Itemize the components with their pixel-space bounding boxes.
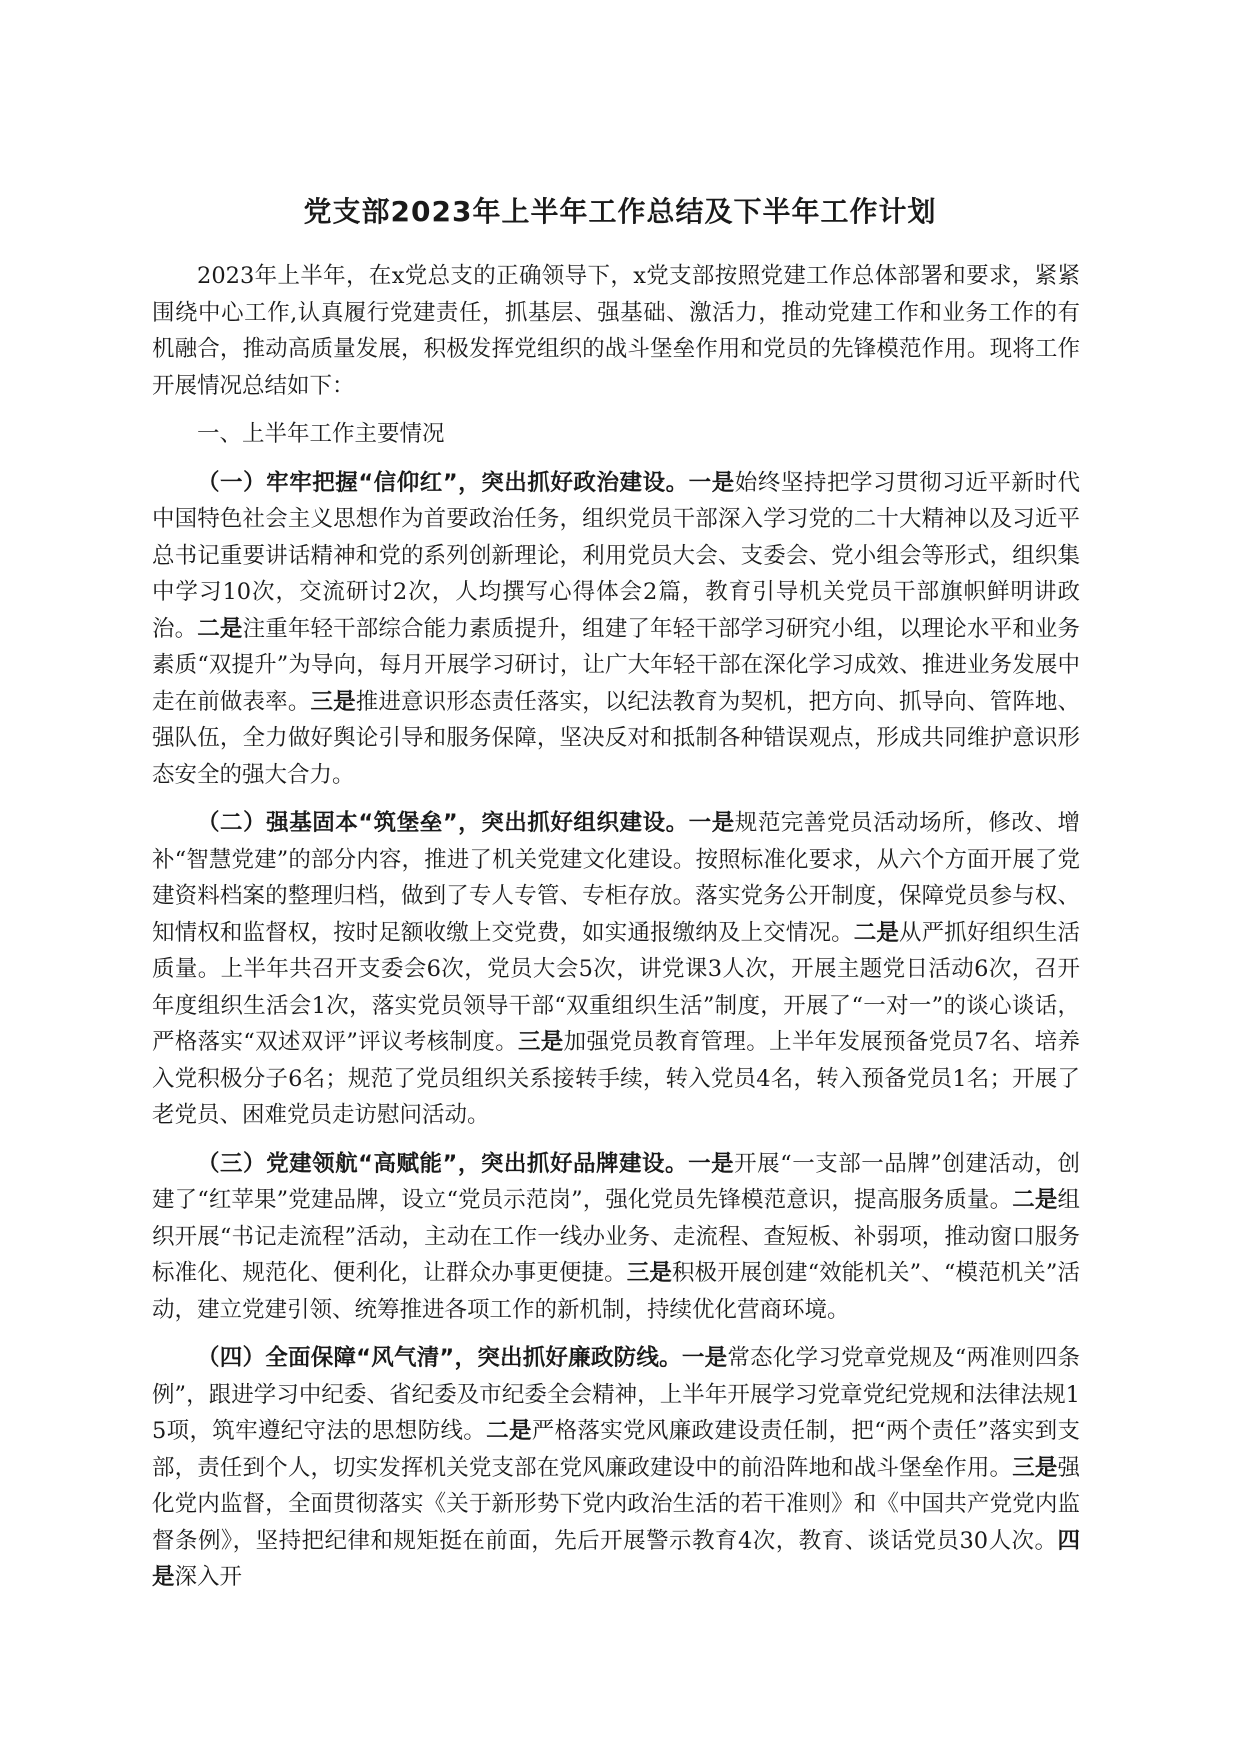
document-title: 党支部2023年上半年工作总结及下半年工作计划 [303, 195, 937, 228]
point-marker: 三是 [1012, 1454, 1058, 1481]
section-4-lead: （四）全面保障“风气清”，突出抓好廉政防线。 [197, 1345, 682, 1371]
section-1-lead: （一）牢牢把握“信仰红”，突出抓好政治建设。 [197, 469, 689, 496]
point-marker: 一是 [688, 1150, 735, 1177]
point-text: 积极开展创建“效能机关”、“模范机关”活动，建立党建引领、统筹推进各项工作的新机制，持续优化营商环境。 [152, 1260, 1080, 1323]
section-heading: 一、上半年工作主要情况 [197, 421, 445, 447]
point-marker: 四是 [152, 1527, 1080, 1590]
point-text: 开展“一支部一品牌”创建活动，创建了“红苹果”党建品牌，设立“党员示范岗”，强化党员先锋模范意识，提高服务质量。 [152, 1150, 1080, 1213]
section-3-paragraph [152, 1146, 1080, 1329]
point-marker: 二是 [853, 919, 900, 946]
point-marker: 二是 [1012, 1187, 1058, 1213]
section-1-paragraph [152, 465, 1080, 794]
point-text: 推进意识形态责任落实，以纪法教育为契机，把方向、抓导向、管阵地、强队伍，全力做好舆论引导和服务保障，坚决反对和抵制各种错误观点，形成共同维护意识形态安全的强大合力。 [152, 688, 1080, 788]
point-text: 加强党员教育管理。上半年发展预备党员7名、培养入党积极分子6名；规范了党员组织关系接转手续，转入党员4名，转入预备党员1名；开展了老党员、困难党员走访慰问活动。 [152, 1029, 1080, 1128]
point-text: 注重年轻干部综合能力素质提升，组建了年轻干部学习研究小组，以理论水平和业务素质“双提升”为导向，每月开展学习研讨，让广大年轻干部在深化学习成效、推进业务发展中走在前做表率。 [152, 615, 1080, 715]
point-text: 规范完善党员活动场所，修改、增补“智慧党建”的部分内容，推进了机关党建文化建设。按照标准化要求，从六个方面开展了党建资料档案的整理归档，做到了专人专管、专柜存放。落实党务公开制度，保障党员参与权、知情权和监督权，按时足额收缴上交党费，如实通报缴纳及上交情况。 [152, 810, 1080, 946]
point-text: 严格落实党风廉政建设责任制，把“两个责任”落实到支部，责任到个人，切实发挥机关党支部在党风廉政建设中的前沿阵地和战斗堡垒作用。 [152, 1418, 1080, 1481]
section-3-lead: （三）党建领航“高赋能”，突出抓好品牌建设。 [197, 1150, 689, 1177]
section-2-paragraph [152, 805, 1080, 1134]
point-marker: 三是 [310, 688, 356, 715]
section-4-paragraph [152, 1340, 1080, 1596]
intro-paragraph: 2023年上半年，在x党总支的正确领导下，x党支部按照党建工作总体部署和要求，紧紧围绕中心工作,认真履行党建责任，抓基层、强基础、激活力，推动党建工作和业务工作的有机融合，推动高质量发展，积极发挥党组织的战斗堡垒作用和党员的先锋模范作用。现将工作开展情况总结如下： [152, 263, 1080, 399]
point-marker: 二是 [486, 1418, 532, 1444]
point-text: 强化党内监督，全面贯彻落实《关于新形势下党内政治生活的若干准则》和《中国共产党党内监督条例》，坚持把纪律和规矩挺在前面，先后开展警示教育4次，教育、谈话党员30人次。 [152, 1454, 1080, 1554]
point-text: 常态化学习党章党规及“两准则四条例”，跟进学习中纪委、省纪委及市纪委全会精神，上半年开展学习党章党纪党规和法律法规15项，筑牢遵纪守法的思想防线。 [152, 1345, 1080, 1444]
point-text: 深入开 [174, 1564, 243, 1590]
point-marker: 一是 [681, 1345, 728, 1371]
document-body [152, 258, 1080, 1596]
point-marker: 三是 [626, 1260, 672, 1286]
point-text: 始终坚持把学习贯彻习近平新时代中国特色社会主义思想作为首要政治任务，组织党员干部深入学习党的二十大精神以及习近平总书记重要讲话精神和党的系列创新理论，利用党员大会、支委会、党小组会等形式，组织集中学习10次，交流研讨2次，人均撰写心得体会2篇，教育引导机关党员干部旗帜鲜明讲政治。 [152, 469, 1080, 642]
point-text: 从严抓好组织生活质量。上半年共召开支委会6次，党员大会5次，讲党课3人次，开展主题党日活动6次，召开年度组织生活会1次，落实党员领导干部“双重组织生活”制度，开展了“一对一”的谈心谈话，严格落实“双述双评”评议考核制度。 [152, 919, 1080, 1055]
point-text: 组织开展“书记走流程”活动，主动在工作一线办业务、走流程、查短板、补弱项，推动窗口服务标准化、规范化、便利化，让群众办事更便捷。 [152, 1187, 1080, 1286]
point-marker: 三是 [517, 1029, 564, 1055]
point-marker: 一是 [688, 469, 735, 496]
point-marker: 二是 [197, 615, 243, 642]
section-2-lead: （二）强基固本“筑堡垒”，突出抓好组织建设。 [197, 810, 689, 836]
point-marker: 一是 [688, 810, 735, 836]
